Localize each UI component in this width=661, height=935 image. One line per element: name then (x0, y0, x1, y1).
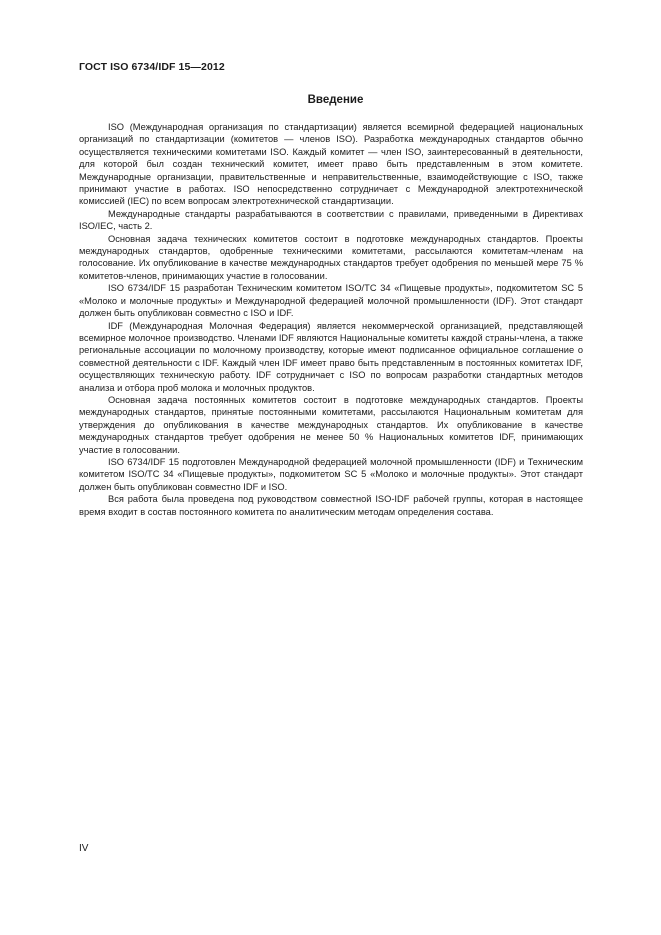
document-header: ГОСТ ISO 6734/IDF 15—2012 (79, 61, 225, 73)
paragraph-standing-committees: Основная задача постоянных комитетов состоит в подготовке международных стандартов. Проекты международных стандартов, принятые постоянными комитетами, рассылаются Национальным комитетам для утверждения до опубликования в качестве международных стандартов. Их опубликование в качестве международных стандартов требует одобрения не менее 50 % Национальных комитетов IDF, принимающих участие в голосовании. (79, 394, 583, 455)
page-number: IV (79, 843, 89, 854)
introduction-body (79, 121, 583, 518)
paragraph-iso-development: ISO 6734/IDF 15 разработан Техническим комитетом ISO/TC 34 «Пищевые продукты», подкомитетом SC 5 «Молоко и молочные продукты» и Международной федерацией молочной промышленности (IDF). Этот стандарт должен быть опубликован совместно с ISO и IDF. (79, 283, 583, 319)
section-title: Введение (307, 94, 364, 106)
paragraph-idf-overview: IDF (Международная Молочная Федерация) является некоммерческой организацией, представляющей всемирное молочное производство. Членами IDF являются Национальные комитеты каждой страны-члена, а также региональные ассоциации по молочному производству, которые имеют подписанное официальное соглашение о совместной деятельности с IDF. Каждый член IDF имеет право быть представленным в постоянных комитетах IDF, осуществляющих техническую работу. IDF сотрудничает с ISO по вопросам разработки стандартных методов анализа и отбора проб молока и молочных продуктов. (79, 320, 583, 393)
paragraph-idf-preparation: ISO 6734/IDF 15 подготовлен Международной федерацией молочной промышленности (IDF) и Техническим комитетом ISO/TC 34 «Пищевые продукты», подкомитетом SC 5 «Молоко и молочные продукты». Этот стандарт должен быть опубликован совместно IDF и ISO. (79, 456, 583, 492)
paragraph-iso-overview: ISO (Международная организация по стандартизации) является всемирной федерацией национальных организаций по стандартизации (комитетов — членов ISO). Разработка международных стандартов обычно осуществляется техническими комитетами ISO. Каждый комитет — член ISO, заинтересованный в деятельности, для которой был создан технический комитет, имеет право быть представленным в этом комитете. Международные организации, правительственные и неправительственные, взаимодействующие с ISO, также принимают участие в работах. ISO непосредственно сотрудничает с Международной электротехнической комиссией (IEC) по всем вопросам электротехнической стандартизации. (79, 122, 583, 207)
paragraph-technical-committees: Основная задача технических комитетов состоит в подготовке международных стандартов. Проекты международных стандартов, одобренные техническими комитетами, рассылаются комитетам-членам на голосование. Их опубликование в качестве международных стандартов требует одобрения по меньшей мере 75 % комитетов-членов, принимающих участие в голосовании. (79, 233, 583, 281)
paragraph-directives: Международные стандарты разрабатываются в соответствии с правилами, приведенными в Директивах ISO/IEC, часть 2. (79, 208, 583, 232)
paragraph-joint-work: Вся работа была проведена под руководством совместной ISO-IDF рабочей группы, которая в настоящее время входит в состав постоянного комитета по аналитическим методам определения состава. (79, 494, 583, 517)
